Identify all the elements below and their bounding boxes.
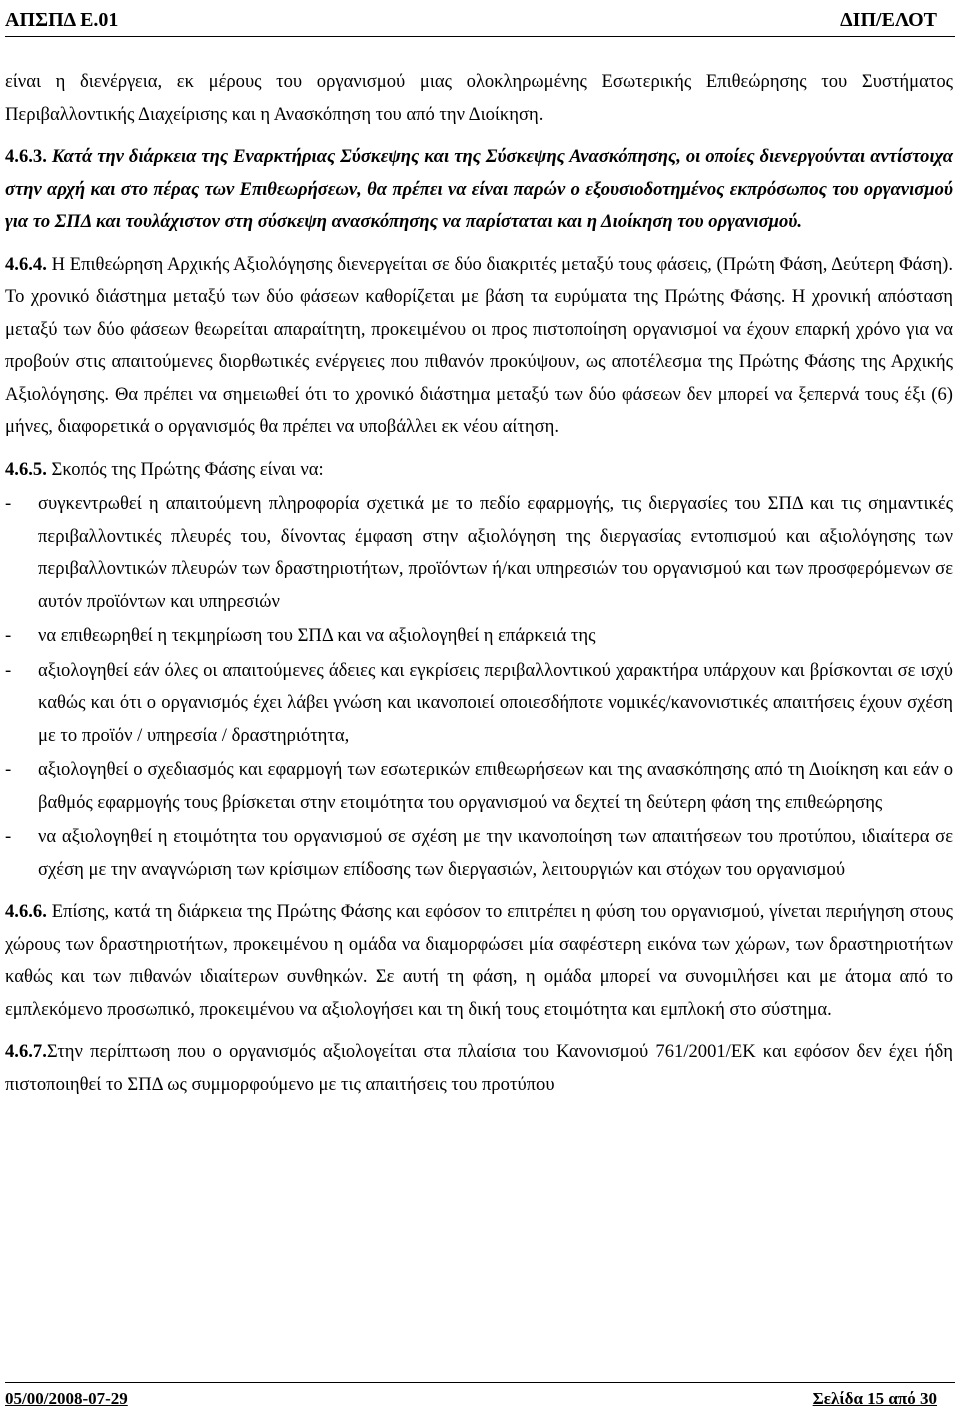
list-item-text: αξιολογηθεί ο σχεδιασμός και εφαρμογή των εσωτερικών επιθεωρήσεων και της ανασκόπησης από τη Διοίκηση και εάν ο βαθμός εφαρμογής τους βρίσκεται στην ετοιμότητα του οργανισμού να δεχτεί τη δεύτερη φάση της επιθεώρησης xyxy=(38,759,953,813)
list-dash: - xyxy=(5,759,12,780)
section-text: Η Επιθεώρηση Αρχικής Αξιολόγησης διενεργείται σε δύο διακριτές μεταξύ τους φάσεις, (Πρώτη Φάση, Δεύτερη Φάση). Το χρονικό διάστημα μεταξύ των δύο φάσεων καθορίζεται με βάση τα ευρύματα της Πρώτης Φάσης. Η χρονική απόσταση μεταξύ των δύο φάσεων θεωρείται απαραίτητη, προκειμένου οι προς πιστοποίηση οργανισμοί να έχουν επαρκή χρόνο για να προβούν στις απαιτούμενες διορθωτικές ενέργειες που πιθανόν προκύψουν, ως αποτέλεσμα της Πρώτης Φάσης της Αρχικής Αξιολόγησης. Θα πρέπει να σημειωθεί ότι το χρονικό διάστημα μεταξύ των δύο φάσεων δεν μπορεί να ξεπερνά τους έξι (6) μήνες, διαφορετικά ο οργανισμός θα πρέπει να υποβάλλει εκ νέου αίτηση. xyxy=(5,253,954,437)
section-text: Επίσης, κατά τη διάρκεια της Πρώτης Φάσης και εφόσον το επιτρέπει η φύση του οργανισμού, γίνεται περιήγηση στους χώρους των δραστηριοτήτων, προκειμένου η ομάδα να διαμορφώσει μία σαφέστερη εικόνα των χώρων, των δραστηριοτήτων καθώς και των πιθανών ιδιαίτερων συνθηκών. Σε αυτή τη φάση, η ομάδα μπορεί να συνομιλήσει και με άτομα από το εμπλεκόμενο προσωπικό, προκειμένου να αξιολογήσει και τη δική τους ετοιμότητα και εμπλοκή στο σύστημα. xyxy=(5,901,953,1020)
section-4-6-6 xyxy=(5,896,953,1026)
list-dash: - xyxy=(5,826,12,847)
section-text: Κατά την διάρκεια της Εναρκτήριας Σύσκεψης και της Σύσκεψης Ανασκόπησης, οι οποίες διενεργούνται αντίστοιχα στην αρχή και στο πέρας των Επιθεωρήσεων, θα πρέπει να είναι παρών ο εξουσιοδοτημένος εκπρόσωπος του οργανισμού για το ΣΠΔ και τουλάχιστον στη σύσκεψη ανασκόπησης να παρίσταται και η Διοίκηση του οργανισμού. xyxy=(5,146,953,232)
list-item xyxy=(5,655,953,753)
header-document-code: ΑΠΣΠΔ Ε.01 xyxy=(5,9,119,31)
list-item xyxy=(5,488,953,618)
page-footer xyxy=(5,1382,955,1413)
footer-page-number: Σελίδα 15 από 30 xyxy=(812,1389,937,1408)
list-item-text: να επιθεωρηθεί η τεκμηρίωση του ΣΠΔ και να αξιολογηθεί η επάρκειά της xyxy=(38,625,596,646)
section-text: Σκοπός της Πρώτης Φάσης είναι να: xyxy=(51,458,324,480)
section-text: Στην περίπτωση που ο οργανισμός αξιολογείται στα πλαίσια του Κανονισμού 761/2001/ΕΚ και εφόσον δεν έχει ήδη πιστοποιηθεί το ΣΠΔ ως συμμορφούμενο με τις απαιτήσεις του προτύπου xyxy=(5,1041,953,1095)
list-item xyxy=(5,620,953,653)
list-item xyxy=(5,821,953,886)
section-4-6-5 xyxy=(5,454,953,487)
section-4-6-4 xyxy=(5,249,953,444)
section-number: 4.6.7. xyxy=(5,1041,47,1062)
header-organization: ΔΙΠ/ΕΛΟΤ xyxy=(840,9,937,31)
list-item-text: να αξιολογηθεί η ετοιμότητα του οργανισμού σε σχέση με την ικανοποίηση των απαιτήσεων του προτύπου, ιδιαίτερα σε σχέση με την αναγνώριση των κρίσιμων επίδοσης των διεργασιών, λειτουργιών και στόχων του οργανισμού xyxy=(38,826,953,880)
document-body xyxy=(5,66,953,1101)
section-number: 4.6.4. xyxy=(5,253,47,275)
list-dash: - xyxy=(5,625,12,646)
paragraph-continuation: είναι η διενέργεια, εκ μέρους του οργανισμού μιας ολοκληρωμένης Εσωτερικής Επιθεώρησης του Συστήματος Περιβαλλοντικής Διαχείρισης και η Ανασκόπηση του από την Διοίκηση. xyxy=(5,71,953,125)
page-header xyxy=(5,6,955,37)
list-item-text: αξιολογηθεί εάν όλες οι απαιτούμενες άδειες και εγκρίσεις περιβαλλοντικού χαρακτήρα υπάρχουν και βρίσκονται σε ισχύ καθώς και ότι ο οργανισμός έχει λάβει γνώση και ικανοποιεί οποιεσδήποτε νομικές/κανονιστικές απαιτήσεις έχουν σχέση με το προϊόν / υπηρεσία / δραστηριότητα, xyxy=(38,659,953,746)
list-dash: - xyxy=(5,659,12,681)
section-number: 4.6.6. xyxy=(5,901,47,922)
list-item xyxy=(5,754,953,819)
list-item-text: συγκεντρωθεί η απαιτούμενη πληροφορία σχετικά με το πεδίο εφαρμογής, τις διεργασίες του ΣΠΔ και τις σημαντικές περιβαλλοντικές πλευρές του, δίνοντας έμφαση στην αξιολόγηση της διεργασίας εντοπισμού και αξιολόγησης των περιβαλλοντικών πλευρών των δραστηριοτήτων, προϊόντων ή/και υπηρεσιών του οργανισμού και των προσφερόμενων σε αυτόν προϊόντων και υπηρεσιών xyxy=(38,493,953,612)
list-dash: - xyxy=(5,493,12,514)
footer-date-code: 05/00/2008-07-29 xyxy=(5,1389,128,1408)
section-number: 4.6.5. xyxy=(5,458,47,480)
section-4-6-7 xyxy=(5,1036,953,1101)
section-4-6-3 xyxy=(5,141,953,239)
section-number: 4.6.3. xyxy=(5,146,47,167)
